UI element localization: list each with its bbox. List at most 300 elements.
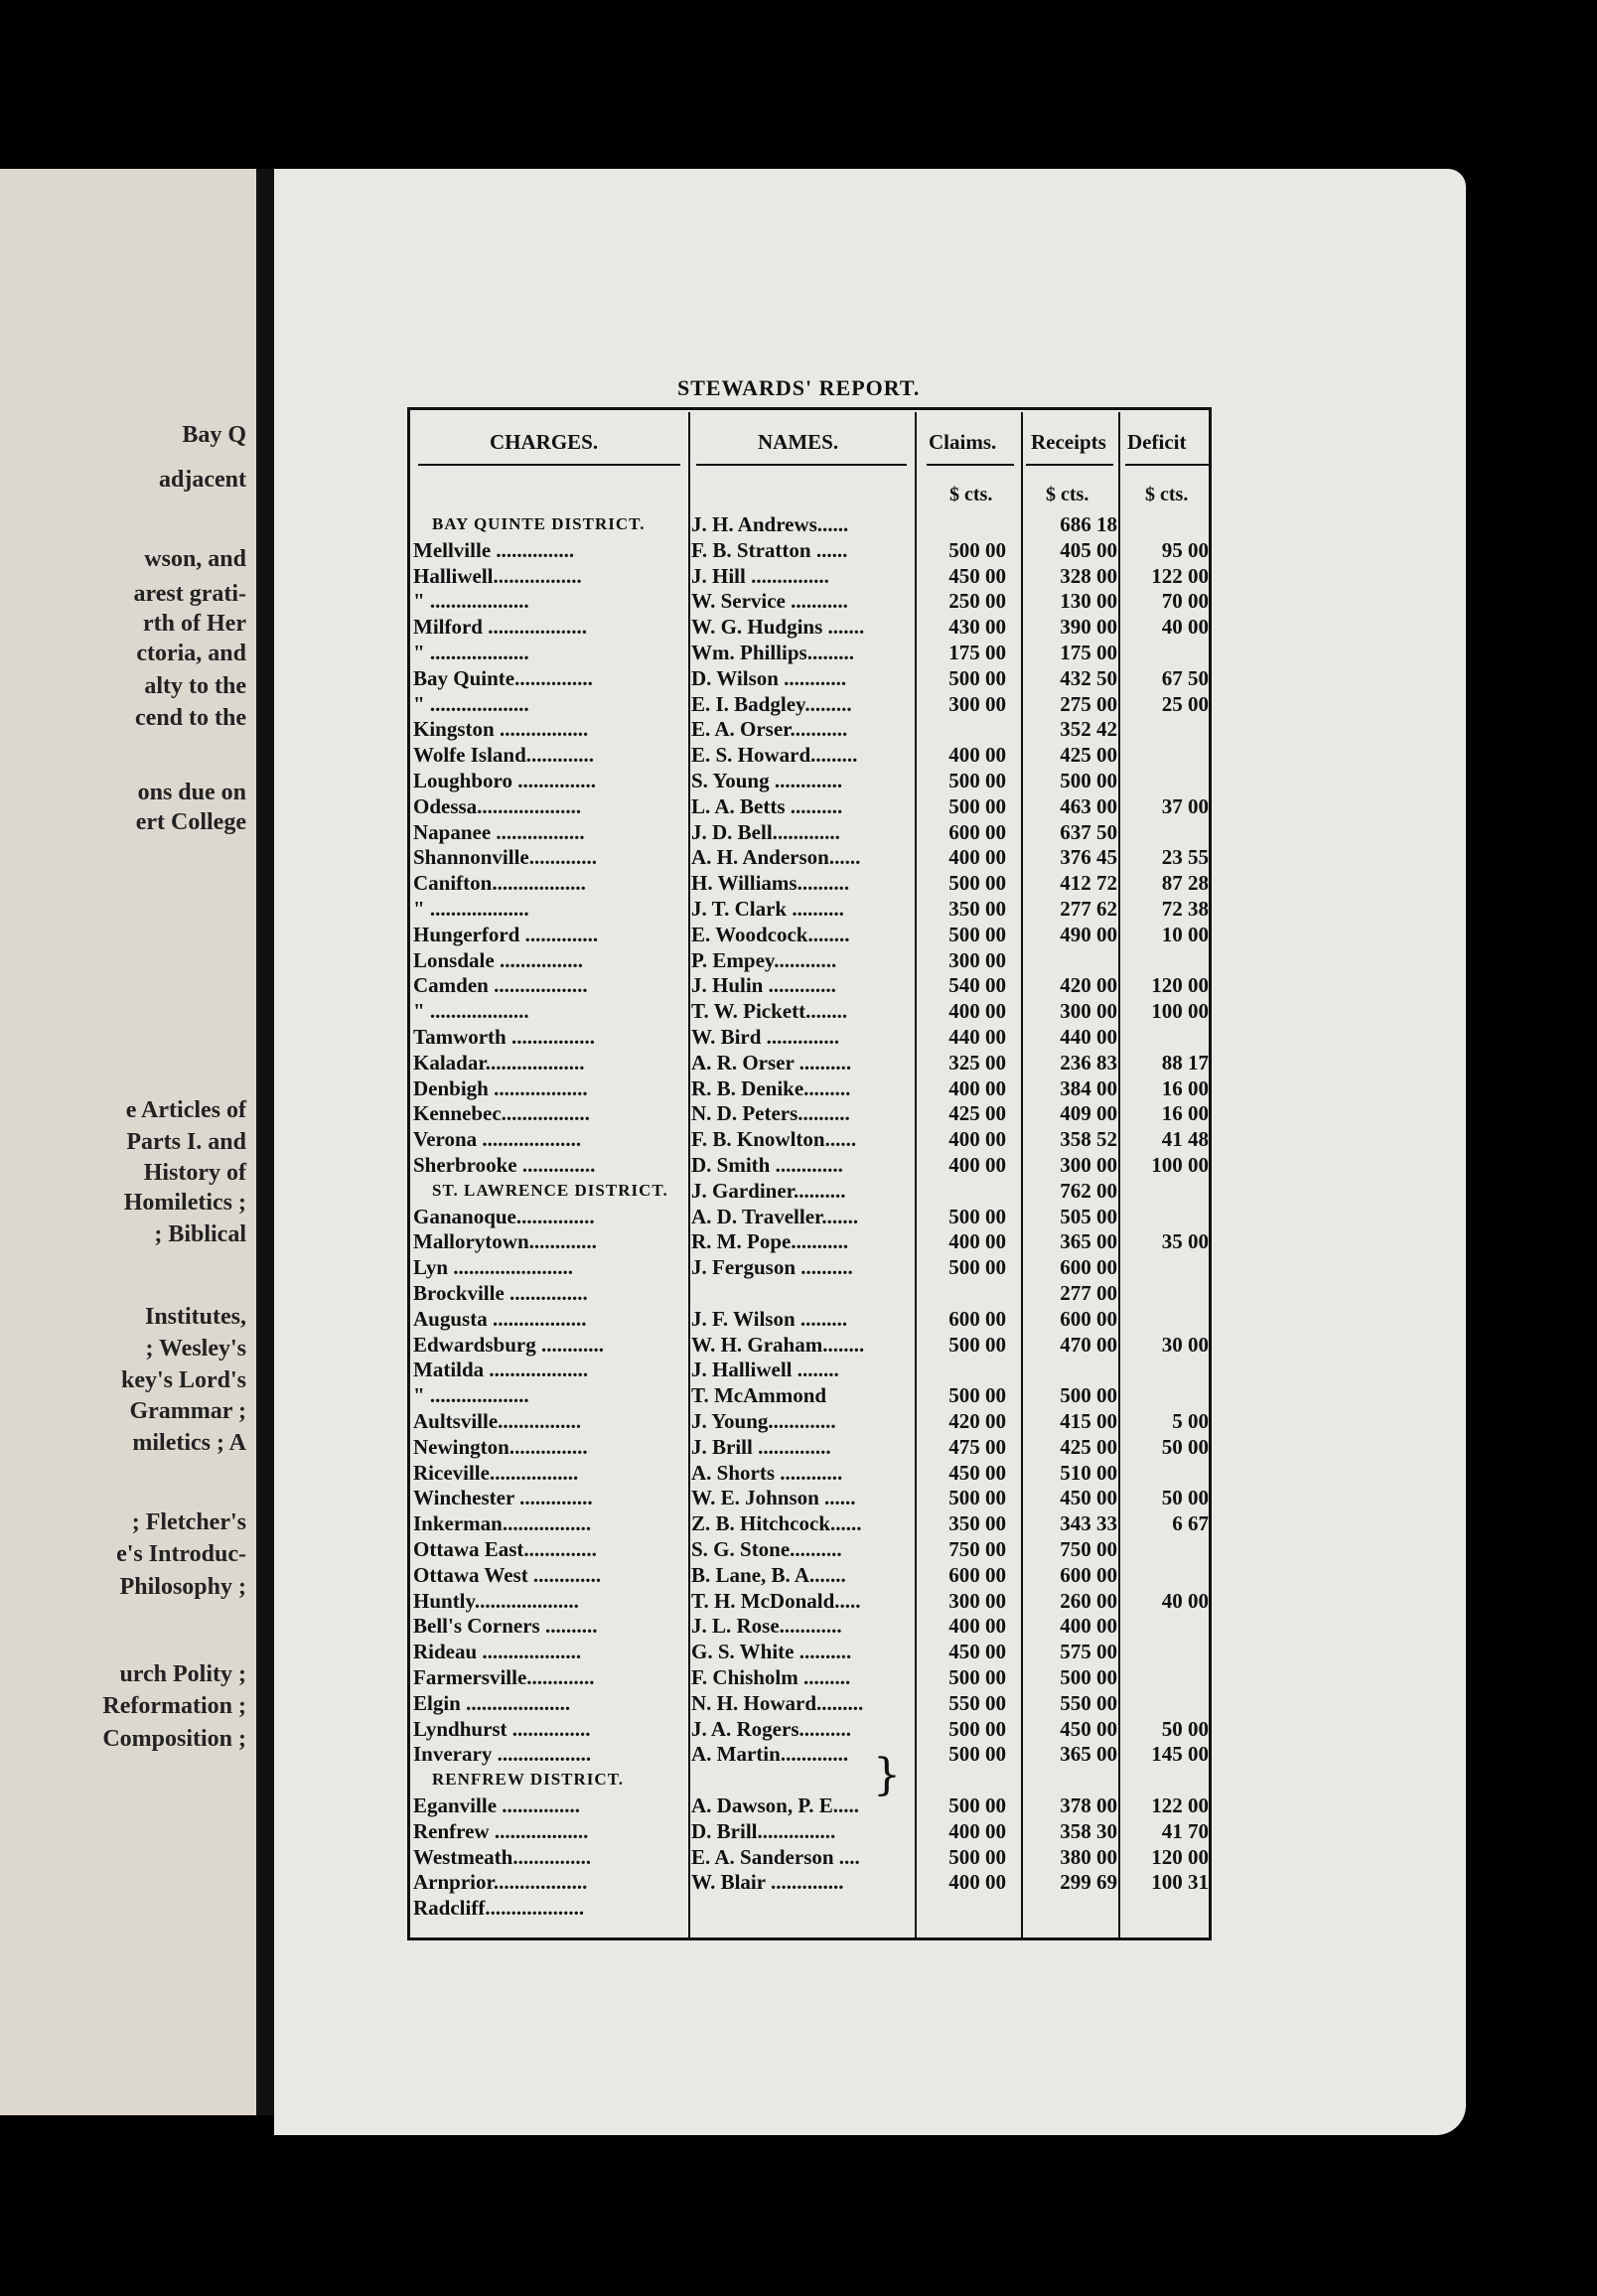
table-row <box>410 691 1209 717</box>
left-page-line: Philosophy ; <box>119 1574 246 1600</box>
deficit-cell: 16 00 <box>1161 1101 1209 1126</box>
name-cell: R. B. Denike......... <box>691 1076 851 1100</box>
deficit-cell: 16 00 <box>1161 1076 1209 1100</box>
receipts-cell: 425 00 <box>1060 1434 1117 1459</box>
left-page-line: Institutes, <box>144 1304 246 1330</box>
claims-cell: 500 00 <box>948 1742 1006 1767</box>
claims-cell: 300 00 <box>948 691 1006 716</box>
name-cell: J. A. Rogers.......... <box>691 1716 851 1741</box>
name-cell: E. S. Howard......... <box>691 743 858 768</box>
table-row <box>410 1100 1209 1126</box>
receipts-cell: 420 00 <box>1060 973 1117 998</box>
claims-cell: 450 00 <box>948 563 1006 588</box>
receipts-cell: 750 00 <box>1060 1537 1117 1561</box>
name-cell: E. A. Orser........... <box>691 717 848 742</box>
name-cell: E. I. Badgley......... <box>691 691 852 716</box>
left-page-line: Parts I. and <box>126 1129 246 1155</box>
receipts-cell: 300 00 <box>1060 999 1117 1024</box>
table-row <box>410 1152 1209 1178</box>
name-cell: P. Empey............ <box>691 947 837 972</box>
table-row <box>410 1408 1209 1434</box>
table-row <box>410 614 1209 640</box>
table-row <box>410 1818 1209 1844</box>
charge-cell: Denbigh .................. <box>413 1076 588 1100</box>
name-cell: J. F. Wilson ......... <box>691 1306 848 1331</box>
table-row <box>410 1306 1209 1332</box>
charge-cell: Canifton.................. <box>413 871 586 896</box>
table-row <box>410 1126 1209 1152</box>
deficit-cell: 145 00 <box>1151 1742 1209 1767</box>
charge-cell: Milford ................... <box>413 615 587 640</box>
claims-cell: 500 00 <box>948 769 1006 792</box>
charge-cell: Matilda ................... <box>413 1358 589 1382</box>
claims-cell: 400 00 <box>948 1229 1006 1254</box>
name-cell: J. T. Clark .......... <box>691 897 844 921</box>
claims-cell: 400 00 <box>948 999 1006 1024</box>
left-page-line: ; Fletcher's <box>131 1509 246 1535</box>
charge-cell: " ................... <box>413 589 529 614</box>
left-page-line: adjacent <box>159 467 246 493</box>
claims-cell: 425 00 <box>948 1101 1006 1126</box>
receipts-cell: 550 00 <box>1060 1690 1117 1715</box>
left-page-line: Composition ; <box>102 1726 246 1752</box>
name-cell: G. S. White .......... <box>691 1640 852 1664</box>
charge-cell: Hungerford .............. <box>413 922 599 946</box>
name-cell: J. D. Bell............. <box>691 819 840 844</box>
report-title: STEWARDS' REPORT. <box>677 375 921 400</box>
claims-cell: 400 00 <box>948 845 1006 870</box>
name-cell: J. H. Andrews...... <box>691 512 849 536</box>
table-row <box>410 998 1209 1024</box>
name-cell: W. H. Graham........ <box>691 1332 865 1357</box>
name-cell: A. D. Traveller....... <box>691 1204 859 1228</box>
receipts-unit: $ cts. <box>1046 484 1089 505</box>
charge-cell: Lonsdale ................ <box>413 947 583 972</box>
table-row <box>410 563 1209 589</box>
charge-cell: Edwardsburg ............ <box>413 1332 604 1357</box>
charge-cell: Kaladar................... <box>413 1050 585 1075</box>
left-page-line: cend to the <box>135 705 246 731</box>
name-cell: J. Hill ............... <box>691 563 829 588</box>
receipts-cell: 275 00 <box>1060 691 1117 716</box>
header-rule <box>1125 464 1209 466</box>
charge-cell: Winchester .............. <box>413 1486 593 1510</box>
receipts-cell: 300 00 <box>1060 1153 1117 1177</box>
receipts-cell: 575 00 <box>1060 1640 1117 1664</box>
deficit-cell: 100 00 <box>1151 1153 1209 1177</box>
left-page-line: e's Introduc- <box>116 1541 246 1567</box>
charge-cell: Rideau ................... <box>413 1640 582 1664</box>
claims-cell: 400 00 <box>948 1127 1006 1152</box>
claims-cell: 500 00 <box>948 793 1006 818</box>
charge-cell: Mellville ............... <box>413 537 575 562</box>
deficit-cell: 41 70 <box>1161 1818 1209 1843</box>
deficit-cell: 100 31 <box>1151 1870 1209 1895</box>
header-rule <box>696 464 907 466</box>
receipts-cell: 637 50 <box>1060 819 1117 844</box>
left-page-line: Bay Q <box>182 422 246 448</box>
receipts-cell: 500 00 <box>1060 1665 1117 1689</box>
left-page-line: Grammar ; <box>129 1398 246 1424</box>
table-row <box>410 793 1209 819</box>
deficit-cell: 10 00 <box>1161 922 1209 946</box>
claims-cell: 440 00 <box>948 1025 1006 1049</box>
receipts-cell: 352 42 <box>1060 717 1117 742</box>
receipts-cell: 505 00 <box>1060 1204 1117 1228</box>
name-cell: J. Ferguson .......... <box>691 1255 853 1280</box>
left-page-line: Homiletics ; <box>123 1190 246 1216</box>
left-page-line: Reformation ; <box>102 1693 246 1719</box>
deficit-cell: 70 00 <box>1161 589 1209 614</box>
charge-cell: Augusta .................. <box>413 1306 587 1331</box>
table-row <box>410 1076 1209 1101</box>
charge-cell: " ................... <box>413 999 529 1024</box>
receipts-cell: 490 00 <box>1060 922 1117 946</box>
claims-cell: 500 00 <box>948 1255 1006 1280</box>
name-cell: L. A. Betts .......... <box>691 793 843 818</box>
receipts-cell: 510 00 <box>1060 1460 1117 1485</box>
claims-cell: 300 00 <box>948 947 1006 972</box>
deficit-cell: 50 00 <box>1161 1486 1209 1510</box>
name-cell: W. Blair .............. <box>691 1870 844 1895</box>
claims-cell: 400 00 <box>948 743 1006 768</box>
receipts-cell: 384 00 <box>1060 1076 1117 1100</box>
claims-cell: 450 00 <box>948 1640 1006 1664</box>
deficit-cell: 122 00 <box>1151 563 1209 588</box>
charge-cell: Wolfe Island............. <box>413 743 595 768</box>
charge-cell: Sherbrooke .............. <box>413 1153 596 1177</box>
left-page-line: ctoria, and <box>136 641 246 666</box>
claims-cell: 500 00 <box>948 1716 1006 1741</box>
claims-cell: 550 00 <box>948 1690 1006 1715</box>
claims-cell: 400 00 <box>948 1818 1006 1843</box>
claims-cell: 400 00 <box>948 1614 1006 1639</box>
table-row <box>410 1741 1209 1767</box>
receipts-cell: 277 62 <box>1060 897 1117 921</box>
table-row <box>410 1664 1209 1690</box>
name-cell: D. Brill............... <box>691 1818 836 1843</box>
table-row <box>410 1254 1209 1280</box>
table-row <box>410 640 1209 665</box>
table-row <box>410 768 1209 793</box>
deficit-cell: 88 17 <box>1161 1050 1209 1075</box>
receipts-cell: 440 00 <box>1060 1025 1117 1049</box>
claims-cell: 300 00 <box>948 1588 1006 1613</box>
table-row <box>410 896 1209 922</box>
claims-cell: 750 00 <box>948 1537 1006 1561</box>
claims-cell: 600 00 <box>948 1562 1006 1587</box>
name-cell: T. H. McDonald..... <box>691 1588 861 1613</box>
receipts-cell: 236 83 <box>1060 1050 1117 1075</box>
district-row <box>410 1767 1209 1793</box>
table-row <box>410 588 1209 614</box>
header-rule <box>1026 464 1113 466</box>
claims-cell: 500 00 <box>948 1794 1006 1817</box>
receipts-cell: 175 00 <box>1060 641 1117 664</box>
charge-cell: Napanee ................. <box>413 819 585 844</box>
charge-cell: Inverary .................. <box>413 1742 592 1767</box>
table-row <box>410 1562 1209 1588</box>
deficit-unit: $ cts. <box>1145 484 1189 505</box>
charge-cell: Farmersville............. <box>413 1665 595 1689</box>
name-cell: A. Martin............. <box>691 1742 849 1767</box>
receipts-cell: 600 00 <box>1060 1562 1117 1587</box>
deficit-cell: 120 00 <box>1151 1844 1209 1869</box>
table-row <box>410 1869 1209 1895</box>
table-row <box>410 1382 1209 1408</box>
name-cell: J. Hulin ............. <box>691 973 836 998</box>
name-cell: F. B. Knowlton...... <box>691 1127 857 1152</box>
charge-cell: Eganville ............... <box>413 1794 581 1817</box>
claims-cell: 500 00 <box>948 1204 1006 1228</box>
charge-cell: Huntly.................... <box>413 1588 579 1613</box>
deficit-cell: 100 00 <box>1151 999 1209 1024</box>
charge-cell: Riceville................. <box>413 1460 579 1485</box>
name-cell: S. Young ............. <box>691 769 843 792</box>
table-row <box>410 1639 1209 1664</box>
claims-cell: 400 00 <box>948 1076 1006 1100</box>
charge-cell: Loughboro ............... <box>413 769 596 792</box>
charge-cell: Renfrew .................. <box>413 1818 589 1843</box>
claims-cell: 430 00 <box>948 615 1006 640</box>
claims-cell: 500 00 <box>948 922 1006 946</box>
name-cell: R. M. Pope........... <box>691 1229 849 1254</box>
left-page-line: History of <box>143 1160 246 1186</box>
header-claims: Claims. <box>929 430 997 454</box>
charge-cell: RENFREW DISTRICT. <box>432 1770 625 1790</box>
table-row <box>410 537 1209 563</box>
charge-cell: " ................... <box>413 641 529 664</box>
left-page-line: miletics ; A <box>132 1430 246 1456</box>
receipts-cell: 450 00 <box>1060 1486 1117 1510</box>
table-row <box>410 1793 1209 1818</box>
receipts-cell: 432 50 <box>1060 665 1117 690</box>
claims-cell: 450 00 <box>948 1460 1006 1485</box>
claims-cell: 500 00 <box>948 1486 1006 1510</box>
deficit-cell: 50 00 <box>1161 1716 1209 1741</box>
receipts-cell: 328 00 <box>1060 563 1117 588</box>
claims-cell: 350 00 <box>948 1511 1006 1536</box>
left-facing-page <box>0 169 256 2115</box>
claims-cell: 175 00 <box>948 641 1006 664</box>
name-cell: Wm. Phillips......... <box>691 641 854 664</box>
claims-cell: 420 00 <box>948 1409 1006 1433</box>
charge-cell: ST. LAWRENCE DISTRICT. <box>432 1180 668 1200</box>
left-page-line: rth of Her <box>143 611 246 637</box>
charge-cell: Elgin .................... <box>413 1690 571 1715</box>
charge-cell: Ottawa West ............. <box>413 1562 602 1587</box>
receipts-cell: 365 00 <box>1060 1742 1117 1767</box>
name-cell: J. Brill .............. <box>691 1434 831 1459</box>
claims-cell: 250 00 <box>948 589 1006 614</box>
name-cell: T. McAmmond <box>691 1383 827 1408</box>
charge-cell: Kingston ................. <box>413 717 589 742</box>
table-row <box>410 819 1209 845</box>
table-row <box>410 1844 1209 1870</box>
name-cell: W. E. Johnson ...... <box>691 1486 856 1510</box>
receipts-cell: 365 00 <box>1060 1229 1117 1254</box>
name-cell: S. G. Stone.......... <box>691 1537 842 1561</box>
left-page-line: e Articles of <box>125 1097 246 1123</box>
deficit-cell: 25 00 <box>1161 691 1209 716</box>
receipts-cell: 358 30 <box>1060 1818 1117 1843</box>
receipts-cell: 343 33 <box>1060 1511 1117 1536</box>
name-cell: F. Chisholm ......... <box>691 1665 851 1689</box>
table-row <box>410 1460 1209 1486</box>
receipts-cell: 463 00 <box>1060 793 1117 818</box>
header-rule <box>418 464 680 466</box>
charge-cell: Lyn ....................... <box>413 1255 574 1280</box>
receipts-cell: 450 00 <box>1060 1716 1117 1741</box>
receipts-cell: 425 00 <box>1060 743 1117 768</box>
deficit-cell: 87 28 <box>1161 871 1209 896</box>
left-page-line: arest grati- <box>133 581 246 607</box>
table-row <box>410 1588 1209 1614</box>
deficit-cell: 30 00 <box>1161 1332 1209 1357</box>
table-row <box>410 1204 1209 1229</box>
name-cell: H. Williams.......... <box>691 871 850 896</box>
stewards-report-table <box>407 407 1212 1940</box>
deficit-cell: 72 38 <box>1161 897 1209 921</box>
claims-cell: 500 00 <box>948 871 1006 896</box>
name-cell: J. Halliwell ........ <box>691 1358 839 1382</box>
deficit-cell: 40 00 <box>1161 615 1209 640</box>
table-row <box>410 1613 1209 1639</box>
name-cell: D. Wilson ............ <box>691 665 847 690</box>
table-row <box>410 1332 1209 1358</box>
charge-cell: Radcliff................... <box>413 1896 585 1921</box>
table-row <box>410 844 1209 870</box>
receipts-cell: 277 00 <box>1060 1281 1117 1305</box>
brace-glyph: } <box>873 1750 901 1800</box>
charge-cell: Bell's Corners .......... <box>413 1614 598 1639</box>
deficit-cell: 95 00 <box>1161 537 1209 562</box>
charge-cell: Verona ................... <box>413 1127 582 1152</box>
charge-cell: Gananoque............... <box>413 1204 595 1228</box>
receipts-cell: 390 00 <box>1060 615 1117 640</box>
name-cell: W. Bird .............. <box>691 1025 840 1049</box>
left-page-line: ; Wesley's <box>145 1336 246 1362</box>
charge-cell: Tamworth ................ <box>413 1025 595 1049</box>
claims-cell: 600 00 <box>948 819 1006 844</box>
left-page-line: wson, and <box>144 546 246 572</box>
claims-cell: 350 00 <box>948 897 1006 921</box>
charge-cell: Brockville ............... <box>413 1281 588 1305</box>
left-page-line: alty to the <box>144 673 246 699</box>
receipts-cell: 600 00 <box>1060 1306 1117 1331</box>
header-names: NAMES. <box>758 430 839 454</box>
name-cell: A. Shorts ............ <box>691 1460 843 1485</box>
deficit-cell: 120 00 <box>1151 973 1209 998</box>
charge-cell: Shannonville............. <box>413 845 597 870</box>
name-cell: Z. B. Hitchcock...... <box>691 1511 862 1536</box>
deficit-cell: 40 00 <box>1161 1588 1209 1613</box>
name-cell: E. A. Sanderson .... <box>691 1844 860 1869</box>
deficit-cell: 35 00 <box>1161 1229 1209 1254</box>
claims-cell: 500 00 <box>948 1844 1006 1869</box>
table-row <box>410 665 1209 691</box>
receipts-cell: 500 00 <box>1060 1383 1117 1408</box>
charge-cell: Ottawa East.............. <box>413 1537 597 1561</box>
charge-cell: Camden .................. <box>413 973 588 998</box>
name-cell: A. H. Anderson...... <box>691 845 861 870</box>
receipts-cell: 400 00 <box>1060 1614 1117 1639</box>
table-row <box>410 1228 1209 1254</box>
claims-cell: 400 00 <box>948 1153 1006 1177</box>
receipts-cell: 415 00 <box>1060 1409 1117 1433</box>
name-cell: J. Young............. <box>691 1409 836 1433</box>
claims-cell: 600 00 <box>948 1306 1006 1331</box>
left-page-line: ons due on <box>137 780 246 805</box>
claims-cell: 325 00 <box>948 1050 1006 1075</box>
deficit-cell: 67 50 <box>1161 665 1209 690</box>
name-cell: J. Gardiner.......... <box>691 1178 846 1203</box>
claims-cell: 400 00 <box>948 1870 1006 1895</box>
left-page-line: key's Lord's <box>120 1367 246 1393</box>
claims-cell: 500 00 <box>948 1665 1006 1689</box>
claims-unit: $ cts. <box>949 484 993 505</box>
header-deficit: Deficit <box>1127 430 1187 454</box>
deficit-cell: 23 55 <box>1161 845 1209 870</box>
name-cell: J. L. Rose............ <box>691 1614 842 1639</box>
claims-cell: 500 00 <box>948 537 1006 562</box>
receipts-cell: 376 45 <box>1060 845 1117 870</box>
table-row <box>410 716 1209 742</box>
claims-cell: 500 00 <box>948 1383 1006 1408</box>
charge-cell: Aultsville................ <box>413 1409 582 1433</box>
charge-cell: Bay Quinte............... <box>413 665 593 690</box>
receipts-cell: 378 00 <box>1060 1794 1117 1817</box>
deficit-cell: 41 48 <box>1161 1127 1209 1152</box>
receipts-cell: 380 00 <box>1060 1844 1117 1869</box>
name-cell: W. Service ........... <box>691 589 848 614</box>
name-cell: E. Woodcock........ <box>691 922 850 946</box>
left-page-line: ert College <box>135 809 246 835</box>
receipts-cell: 412 72 <box>1060 871 1117 896</box>
charge-cell: " ................... <box>413 897 529 921</box>
table-row <box>410 1895 1209 1921</box>
header-charges: CHARGES. <box>490 430 599 454</box>
header-rule <box>927 464 1014 466</box>
receipts-cell: 405 00 <box>1060 537 1117 562</box>
claims-cell: 500 00 <box>948 665 1006 690</box>
header-receipts: Receipts <box>1031 430 1106 454</box>
claims-cell: 540 00 <box>948 973 1006 998</box>
name-cell: B. Lane, B. A....... <box>691 1562 846 1587</box>
charge-cell: " ................... <box>413 691 529 716</box>
deficit-cell: 6 67 <box>1172 1511 1209 1536</box>
deficit-cell: 37 00 <box>1161 793 1209 818</box>
charge-cell: Lyndhurst ............... <box>413 1716 591 1741</box>
table-row <box>410 742 1209 768</box>
receipts-cell: 470 00 <box>1060 1332 1117 1357</box>
table-row <box>410 922 1209 947</box>
table-row <box>410 1716 1209 1742</box>
claims-cell: 475 00 <box>948 1434 1006 1459</box>
district-row <box>410 511 1209 537</box>
name-cell: T. W. Pickett........ <box>691 999 848 1024</box>
receipts-cell: 358 52 <box>1060 1127 1117 1152</box>
claims-cell: 500 00 <box>948 1332 1006 1357</box>
charge-cell: Halliwell................. <box>413 563 582 588</box>
charge-cell: Mallorytown............. <box>413 1229 597 1254</box>
charge-cell: Arnprior.................. <box>413 1870 588 1895</box>
deficit-cell: 5 00 <box>1172 1409 1209 1433</box>
charge-cell: Newington............... <box>413 1434 588 1459</box>
table-row <box>410 1485 1209 1510</box>
receipts-cell: 762 00 <box>1060 1178 1117 1203</box>
charge-cell: BAY QUINTE DISTRICT. <box>432 514 646 533</box>
